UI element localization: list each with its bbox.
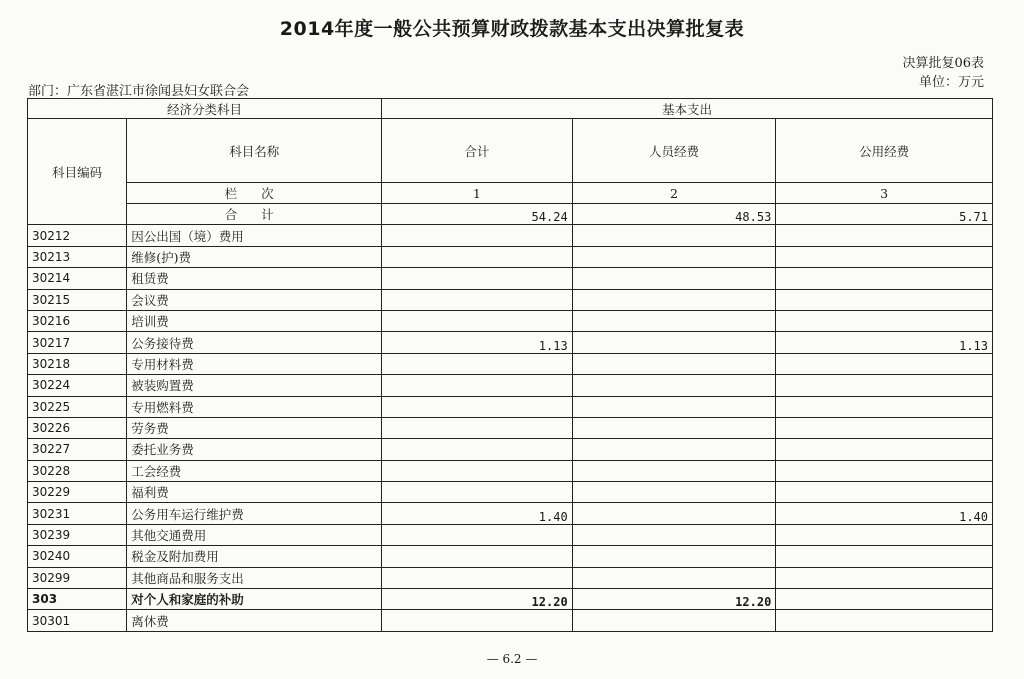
table-row — [28, 417, 993, 438]
row-public — [776, 589, 993, 610]
row-personnel — [572, 482, 776, 503]
table-row — [28, 610, 993, 631]
row-code: 30225 — [28, 396, 127, 417]
total-row — [28, 204, 993, 225]
row-total: 1.40 — [382, 503, 573, 524]
header-row-2 — [28, 119, 993, 183]
row-total — [382, 268, 573, 289]
row-code: 30215 — [28, 289, 127, 310]
row-code: 30214 — [28, 268, 127, 289]
row-name: 福利费 — [127, 482, 382, 503]
row-personnel — [572, 289, 776, 310]
row-total — [382, 246, 573, 267]
row-personnel: 12.20 — [572, 589, 776, 610]
row-name: 培训费 — [127, 310, 382, 331]
row-code: 30229 — [28, 482, 127, 503]
col-label: 栏 次 — [127, 183, 382, 204]
row-public — [776, 396, 993, 417]
row-code: 30226 — [28, 417, 127, 438]
row-personnel — [572, 417, 776, 438]
row-code: 30217 — [28, 332, 127, 353]
row-total: 1.13 — [382, 332, 573, 353]
table-row — [28, 503, 993, 524]
code-header: 科目编码 — [28, 119, 127, 225]
row-total — [382, 460, 573, 481]
row-personnel — [572, 610, 776, 631]
col-index-2: 2 — [572, 183, 776, 204]
row-name: 委托业务费 — [127, 439, 382, 460]
row-personnel — [572, 546, 776, 567]
col-index-1: 1 — [382, 183, 573, 204]
row-public — [776, 460, 993, 481]
row-personnel — [572, 246, 776, 267]
unit-label: 单位：万元 — [918, 75, 984, 90]
row-total — [382, 375, 573, 396]
row-name: 对个人和家庭的补助 — [127, 589, 382, 610]
row-public — [776, 246, 993, 267]
row-public — [776, 610, 993, 631]
row-personnel — [572, 460, 776, 481]
row-code: 30212 — [28, 225, 127, 246]
name-header: 科目名称 — [127, 119, 382, 183]
row-public — [776, 482, 993, 503]
row-total — [382, 225, 573, 246]
row-total — [382, 610, 573, 631]
row-personnel — [572, 375, 776, 396]
row-public — [776, 439, 993, 460]
table-row — [28, 310, 993, 331]
row-code: 30224 — [28, 375, 127, 396]
total-value: 54.24 — [382, 204, 573, 225]
row-public — [776, 524, 993, 545]
row-public — [776, 567, 993, 588]
total-public-value: 5.71 — [776, 204, 993, 225]
row-public — [776, 375, 993, 396]
row-code: 30216 — [28, 310, 127, 331]
row-total — [382, 482, 573, 503]
row-total — [382, 289, 573, 310]
table-row — [28, 439, 993, 460]
row-code: 30301 — [28, 610, 127, 631]
table-row — [28, 332, 993, 353]
department-label: 部门：广东省湛江市徐闻县妇女联合会 — [28, 84, 250, 99]
row-code: 30239 — [28, 524, 127, 545]
table-row — [28, 289, 993, 310]
row-name: 因公出国（境）费用 — [127, 225, 382, 246]
table-row — [28, 375, 993, 396]
row-name: 维修(护)费 — [127, 246, 382, 267]
row-code: 30218 — [28, 353, 127, 374]
budget-table — [27, 98, 993, 632]
row-public — [776, 225, 993, 246]
row-name: 劳务费 — [127, 417, 382, 438]
form-number: 决算批复06表 — [902, 56, 984, 71]
row-public: 1.40 — [776, 503, 993, 524]
row-public — [776, 417, 993, 438]
basic-exp-header: 基本支出 — [382, 99, 993, 119]
total-label: 合 计 — [127, 204, 382, 225]
row-public — [776, 546, 993, 567]
table-row — [28, 524, 993, 545]
table-row — [28, 567, 993, 588]
row-public — [776, 310, 993, 331]
row-personnel — [572, 310, 776, 331]
row-personnel — [572, 439, 776, 460]
row-personnel — [572, 332, 776, 353]
row-name: 工会经费 — [127, 460, 382, 481]
row-name: 会议费 — [127, 289, 382, 310]
row-total — [382, 310, 573, 331]
table-row — [28, 546, 993, 567]
row-personnel — [572, 567, 776, 588]
row-personnel — [572, 268, 776, 289]
column-index-row — [28, 183, 993, 204]
table-row — [28, 225, 993, 246]
total-header: 合计 — [382, 119, 573, 183]
personnel-header: 人员经费 — [572, 119, 776, 183]
row-name: 离休费 — [127, 610, 382, 631]
header-row-1 — [28, 99, 993, 119]
row-total — [382, 524, 573, 545]
row-total — [382, 439, 573, 460]
row-code: 30228 — [28, 460, 127, 481]
row-total: 12.20 — [382, 589, 573, 610]
row-total — [382, 353, 573, 374]
total-personnel-value: 48.53 — [572, 204, 776, 225]
row-code: 303 — [28, 589, 127, 610]
col-index-3: 3 — [776, 183, 993, 204]
page-number: — 6.2 — — [486, 652, 538, 666]
row-code: 30299 — [28, 567, 127, 588]
table-row — [28, 246, 993, 267]
table-row — [28, 460, 993, 481]
public-header: 公用经费 — [776, 119, 993, 183]
row-total — [382, 546, 573, 567]
row-name: 公务用车运行维护费 — [127, 503, 382, 524]
row-name: 税金及附加费用 — [127, 546, 382, 567]
row-name: 租赁费 — [127, 268, 382, 289]
row-name: 其他交通费用 — [127, 524, 382, 545]
table-row — [28, 353, 993, 374]
row-public — [776, 289, 993, 310]
row-code: 30240 — [28, 546, 127, 567]
row-code: 30231 — [28, 503, 127, 524]
row-personnel — [572, 396, 776, 417]
page-title: 2014年度一般公共预算财政拨款基本支出决算批复表 — [279, 18, 745, 40]
row-name: 专用材料费 — [127, 353, 382, 374]
row-total — [382, 567, 573, 588]
table-row — [28, 268, 993, 289]
row-name: 其他商品和服务支出 — [127, 567, 382, 588]
table-row — [28, 396, 993, 417]
row-public — [776, 353, 993, 374]
row-name: 专用燃料费 — [127, 396, 382, 417]
row-name: 公务接待费 — [127, 332, 382, 353]
row-public: 1.13 — [776, 332, 993, 353]
row-total — [382, 396, 573, 417]
econ-class-header: 经济分类科目 — [28, 99, 382, 119]
row-personnel — [572, 503, 776, 524]
row-code: 30227 — [28, 439, 127, 460]
table-row — [28, 589, 993, 610]
row-name: 被装购置费 — [127, 375, 382, 396]
row-personnel — [572, 524, 776, 545]
row-personnel — [572, 225, 776, 246]
row-total — [382, 417, 573, 438]
table-row — [28, 482, 993, 503]
row-public — [776, 268, 993, 289]
row-code: 30213 — [28, 246, 127, 267]
row-personnel — [572, 353, 776, 374]
